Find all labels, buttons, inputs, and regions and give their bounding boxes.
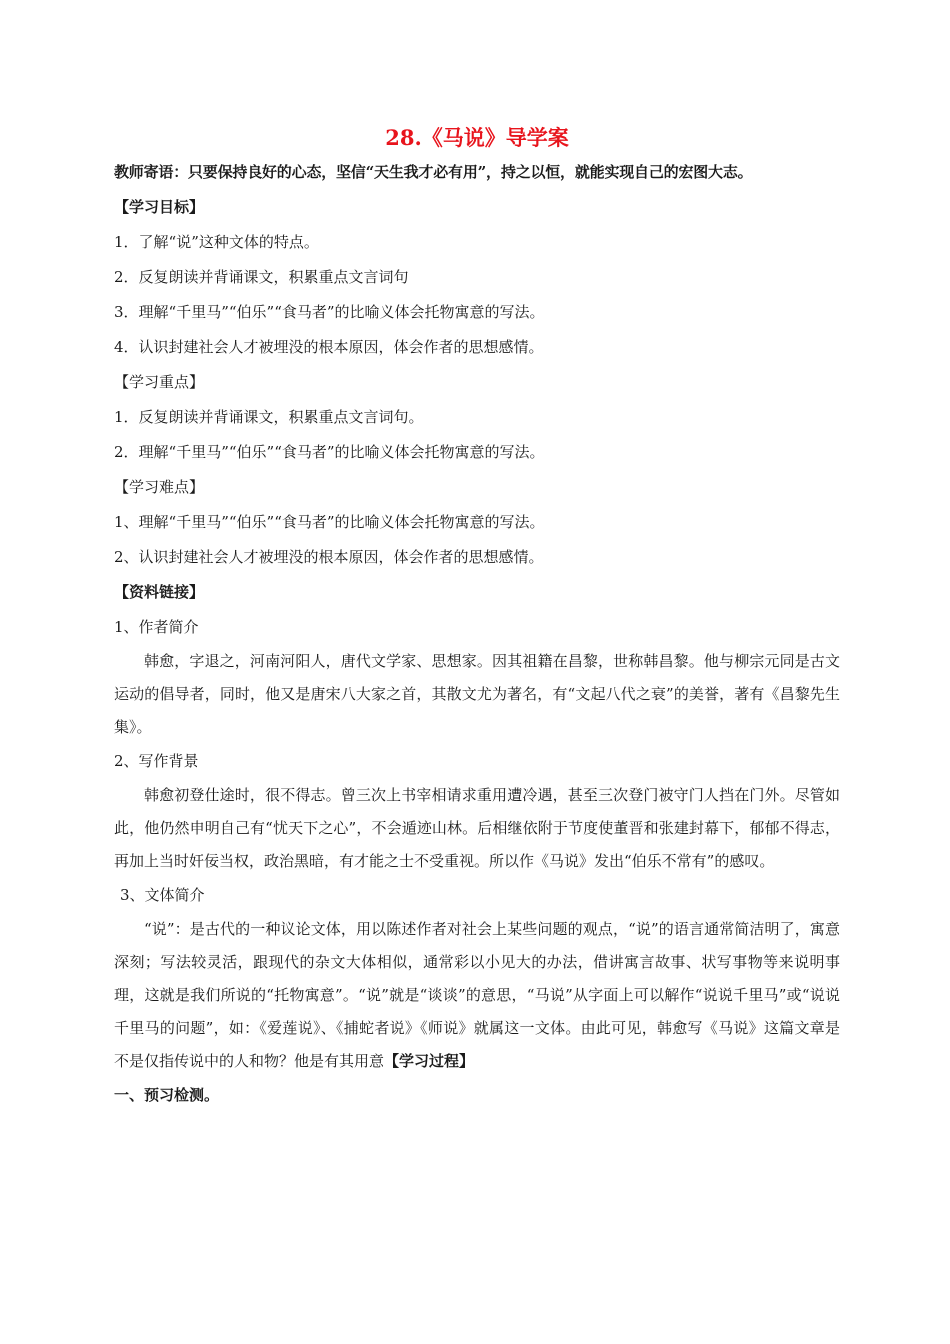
background-heading: 2、写作背景: [114, 752, 199, 770]
resources-heading: 【资料链接】: [114, 583, 205, 601]
objective-item: 4．认识封建社会人才被埋没的根本原因，体会作者的思想感情。: [114, 338, 544, 356]
objective-item: 1．了解“说”这种文体的特点。: [114, 233, 319, 251]
section-one-heading: 一、预习检测。: [114, 1086, 220, 1104]
author-heading: 1、作者简介: [114, 618, 199, 636]
document-page: [114, 124, 840, 1113]
key-point-item: 2．理解“千里马”“伯乐”“食马者”的比喻义体会托物寓意的写法。: [114, 443, 545, 461]
author-paragraph: 韩愈，字退之，河南河阳人，唐代文学家、思想家。因其祖籍在昌黎，世称韩昌黎。他与柳宗元同是古文运动的倡导者，同时，他又是唐宋八大家之首，其散文尤为著名，有“文起八代之衰”的美誉，著有《昌黎先生集》。: [114, 652, 840, 736]
difficulty-item: 2、认识封建社会人才被埋没的根本原因，体会作者的思想感情。: [114, 548, 544, 566]
difficulties-heading: 【学习难点】: [114, 478, 205, 496]
teacher-motto: 教师寄语：只要保持良好的心态，坚信“天生我才必有用”，持之以恒，就能实现自己的宏图大志。: [114, 163, 753, 181]
process-heading: 【学习过程】: [384, 1052, 475, 1070]
key-point-item: 1．反复朗读并背诵课文，积累重点文言词句。: [114, 408, 424, 426]
genre-heading: 3、文体简介: [120, 886, 205, 904]
difficulty-item: 1、理解“千里马”“伯乐”“食马者”的比喻义体会托物寓意的写法。: [114, 513, 545, 531]
objectives-heading: 【学习目标】: [114, 198, 205, 216]
genre-paragraph: [114, 913, 840, 1078]
genre-text: “说”：是古代的一种议论文体，用以陈述作者对社会上某些问题的观点，“说”的语言通常简洁明了，寓意深刻；写法较灵活，跟现代的杂文大体相似，通常彩以小见大的办法，借讲寓言故事、状写事物等来说明事理，这就是我们所说的“托物寓意”。“说”就是“谈谈”的意思，“马说”从字面上可以解作“说说千里马”或“说说千里马的问题”，如：《爱莲说》、《捕蛇者说》《师说》就属这一文体。由此可见，韩愈写《马说》这篇文章是不是仅指传说中的人和物？他是有其用意: [114, 920, 840, 1070]
background-paragraph: 韩愈初登仕途时，很不得志。曾三次上书宰相请求重用遭冷遇，甚至三次登门被守门人挡在门外。尽管如此，他仍然申明自己有“忧天下之心”，不会遁迹山林。后相继依附于节度使董晋和张建封幕下，郁郁不得志，再加上当时奸佞当权，政治黑暗，有才能之士不受重视。所以作《马说》发出“伯乐不常有”的感叹。: [114, 786, 840, 870]
objective-item: 3．理解“千里马”“伯乐”“食马者”的比喻义体会托物寓意的写法。: [114, 303, 545, 321]
objective-item: 2．反复朗读并背诵课文，积累重点文言词句: [114, 268, 409, 286]
key-points-heading: 【学习重点】: [114, 373, 205, 391]
page-title: 28.《马说》导学案: [385, 125, 569, 150]
